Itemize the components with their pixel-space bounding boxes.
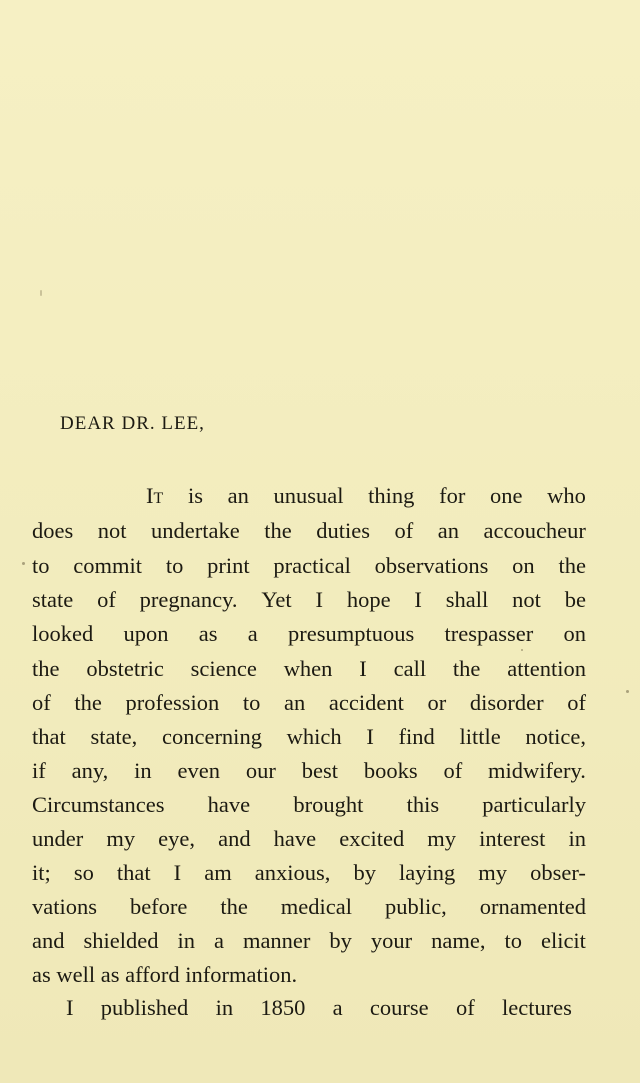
word: when [283, 656, 333, 681]
word: obser- [530, 860, 586, 885]
word: an [437, 518, 459, 543]
text-line-13 [32, 896, 586, 919]
word: thing [368, 483, 415, 508]
word: before [129, 894, 188, 919]
word: trespasser [444, 621, 534, 646]
paper-speck [40, 290, 42, 296]
word: pregnancy. [139, 587, 238, 612]
word: one [490, 483, 523, 508]
word: the [74, 690, 102, 715]
text-line-11 [32, 828, 586, 851]
word: my [427, 826, 457, 851]
word: looked [32, 621, 94, 646]
word: does [32, 518, 74, 543]
word: the [220, 894, 248, 919]
word: is [187, 483, 203, 508]
word: that [116, 860, 151, 885]
word: for [439, 483, 466, 508]
text-line-5 [32, 623, 586, 646]
word: course [369, 995, 429, 1020]
word: best [301, 758, 338, 783]
text-line-10 [32, 794, 586, 817]
word: and [218, 826, 251, 851]
word: even [177, 758, 220, 783]
text-line-2 [32, 520, 586, 543]
word: Circumstances [32, 792, 165, 817]
word: practical [273, 553, 351, 578]
text-line-4 [32, 589, 586, 612]
word: name, [431, 928, 486, 953]
paper-speck [626, 690, 629, 693]
word: brought [293, 792, 364, 817]
text-line-9 [32, 760, 586, 783]
word: unusual [273, 483, 344, 508]
salutation: DEAR DR. LEE, [60, 413, 205, 434]
word: of [97, 587, 116, 612]
text-line-15: as well as afford information. [32, 962, 298, 987]
word: I [414, 587, 422, 612]
word: elicit [540, 928, 586, 953]
word: which [286, 724, 342, 749]
word: am [204, 860, 232, 885]
word: anxious, [254, 860, 331, 885]
word: to [32, 553, 50, 578]
paper-speck [521, 649, 523, 651]
word: excited [339, 826, 405, 851]
word: I [359, 656, 367, 681]
word: little [459, 724, 501, 749]
word: of [443, 758, 463, 783]
word: as [198, 621, 218, 646]
word: duties [316, 518, 370, 543]
word: the [264, 518, 292, 543]
word: particularly [482, 792, 586, 817]
word: vations [32, 894, 97, 919]
word: in [177, 928, 195, 953]
word: in [134, 758, 152, 783]
text-line-1 [146, 485, 586, 508]
word: published [100, 995, 189, 1020]
word: It [146, 483, 164, 508]
word: laying [398, 860, 456, 885]
word: public, [384, 894, 447, 919]
word: or [427, 690, 447, 715]
word: profession [125, 690, 220, 715]
word: on [563, 621, 586, 646]
word: an [227, 483, 249, 508]
word: my [106, 826, 136, 851]
word: have [273, 826, 317, 851]
word: to [165, 553, 184, 578]
word: a [247, 621, 258, 646]
word: of [32, 690, 51, 715]
word: not [512, 587, 541, 612]
word: find [398, 724, 435, 749]
word: ornamented [479, 894, 586, 919]
word: the [452, 656, 481, 681]
word: presumptuous [288, 621, 415, 646]
word: a [332, 995, 343, 1020]
word: to [504, 928, 522, 953]
word: eye, [158, 826, 196, 851]
text-line-8 [32, 726, 586, 749]
word: of [567, 690, 586, 715]
word: my [478, 860, 508, 885]
text-line-6 [32, 658, 586, 681]
word: science [190, 656, 257, 681]
text-line-3 [32, 555, 586, 578]
word: of [455, 995, 475, 1020]
word: Yet [261, 587, 292, 612]
word: state [32, 587, 74, 612]
word: disorder [469, 690, 544, 715]
word: hope [346, 587, 391, 612]
word: our [245, 758, 276, 783]
word: and [32, 928, 65, 953]
word: concerning [161, 724, 262, 749]
word: I [315, 587, 323, 612]
word: call [393, 656, 427, 681]
word: I [66, 995, 74, 1020]
word: in [568, 826, 586, 851]
word: be [564, 587, 586, 612]
word: it; [32, 860, 51, 885]
word: by [329, 928, 352, 953]
word: print [207, 553, 250, 578]
word: books [363, 758, 418, 783]
word: midwifery. [488, 758, 586, 783]
word: on [512, 553, 535, 578]
word: I [366, 724, 374, 749]
word: observations [374, 553, 489, 578]
text-line-7 [32, 692, 586, 715]
word: to [242, 690, 261, 715]
word: if [32, 758, 46, 783]
word: I [173, 860, 182, 885]
word: shall [445, 587, 489, 612]
word: an [284, 690, 306, 715]
word: this [406, 792, 440, 817]
word: by [353, 860, 376, 885]
word: the [32, 656, 60, 681]
word: interest [479, 826, 546, 851]
word: who [547, 483, 586, 508]
paper-speck [22, 562, 25, 565]
word: the [558, 553, 586, 578]
word: any, [71, 758, 109, 783]
word: accoucheur [483, 518, 586, 543]
word: have [207, 792, 251, 817]
word: under [32, 826, 84, 851]
text-line-12 [32, 862, 586, 885]
word: 1850 [260, 995, 306, 1020]
word: in [215, 995, 234, 1020]
word: upon [123, 621, 169, 646]
text-line-16 [66, 997, 572, 1020]
word: state, [90, 724, 138, 749]
word: of [394, 518, 414, 543]
word: that [32, 724, 66, 749]
word: accident [328, 690, 404, 715]
word: lectures [501, 995, 572, 1020]
word: manner [242, 928, 311, 953]
word: commit [73, 553, 143, 578]
word: not [97, 518, 127, 543]
word: your [370, 928, 413, 953]
word: medical [280, 894, 352, 919]
word: shielded [83, 928, 159, 953]
word: attention [507, 656, 586, 681]
word: a [213, 928, 224, 953]
text-line-14 [32, 930, 586, 953]
word: obstetric [86, 656, 164, 681]
word: so [73, 860, 94, 885]
word: notice, [525, 724, 586, 749]
word: undertake [151, 518, 240, 543]
